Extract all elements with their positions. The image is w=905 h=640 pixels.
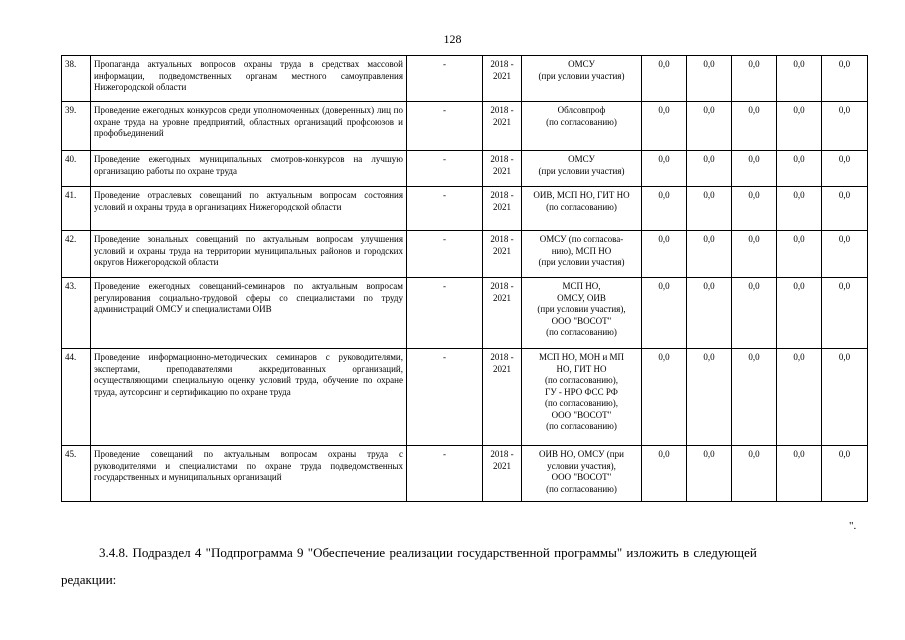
period-line: 2021 (493, 165, 511, 176)
funding-value: 0,0 (687, 187, 732, 231)
funding-value: 0,0 (687, 151, 732, 187)
row-number: 45. (62, 446, 91, 502)
funding-value: 0,0 (642, 151, 687, 187)
executor-line: ООО "ВОСОТ" (551, 472, 612, 482)
executor-line: МСП НО, МОН и МП (538, 352, 625, 362)
implementation-period (483, 349, 522, 446)
executor-line: МСП НО, (562, 281, 601, 291)
funding-value: 0,0 (687, 56, 732, 102)
responsible-executors (522, 102, 642, 151)
row-number: 38. (62, 56, 91, 102)
table-row (62, 349, 868, 446)
page-number: 128 (443, 32, 462, 46)
funding-value: 0,0 (732, 56, 777, 102)
period-line: 2021 (493, 245, 511, 256)
funding-value: 0,0 (822, 102, 868, 151)
executor-line: (по согласованию), (544, 375, 618, 385)
funding-value: 0,0 (642, 231, 687, 278)
funding-value: 0,0 (777, 231, 822, 278)
executor-line: Облсовпроф (557, 105, 606, 115)
executor-line: ООО "ВОСОТ" (551, 409, 612, 420)
funding-value: 0,0 (732, 231, 777, 278)
executor-line: ОМСУ, ОИВ (557, 292, 606, 303)
closing-quote-mark: ". (849, 520, 857, 532)
funding-source-dash: - (407, 56, 483, 102)
funding-value: 0,0 (732, 446, 777, 502)
amendment-paragraph-line-1: 3.4.8. Подраздел 4 "Подпрограмма 9 "Обеспечение реализации государственной программы" изложить в следующей (99, 545, 757, 560)
executor-line: нию), МСП НО (551, 245, 612, 256)
measure-description: Проведение совещаний по актуальным вопросам охраны труда с руководителями и специалистами по охране труда подведомственных государственных и муниципальных организаций (91, 446, 407, 502)
executor-line: ОМСУ (568, 154, 595, 164)
table-row (62, 187, 868, 231)
measure-description: Пропаганда актуальных вопросов охраны труда в средствах массовой информации, подведомственных органам местного самоуправления Нижегородской области (91, 56, 407, 102)
funding-value: 0,0 (732, 151, 777, 187)
executor-line: (по согласованию), (544, 398, 618, 408)
implementation-period (483, 231, 522, 278)
responsible-executors (522, 56, 642, 102)
executor-line: (при условии участия) (538, 257, 625, 267)
funding-value: 0,0 (732, 102, 777, 151)
row-number: 42. (62, 231, 91, 278)
table-row (62, 446, 868, 502)
funding-value: 0,0 (642, 102, 687, 151)
funding-value: 0,0 (777, 102, 822, 151)
funding-source-dash: - (407, 349, 483, 446)
responsible-executors (522, 349, 642, 446)
funding-value: 0,0 (642, 446, 687, 502)
funding-value: 0,0 (642, 56, 687, 102)
executor-line: ОИВ НО, ОМСУ (при (539, 449, 624, 459)
period-line: 2018 - (490, 59, 514, 69)
executor-line: (при условии участия) (538, 70, 625, 81)
funding-value: 0,0 (642, 187, 687, 231)
funding-value: 0,0 (777, 56, 822, 102)
implementation-period (483, 151, 522, 187)
responsible-executors (522, 187, 642, 231)
measure-description: Проведение ежегодных конкурсов среди уполномоченных (доверенных) лиц по охране труда на уровне предприятий, областных организаций профсоюзов и профобъединений (91, 102, 407, 151)
period-line: 2018 - (490, 281, 514, 291)
row-number: 39. (62, 102, 91, 151)
executor-line: (по согласованию) (546, 116, 617, 127)
period-line: 2021 (493, 292, 511, 303)
measure-description: Проведение отраслевых совещаний по актуальным вопросам состояния условий и охраны труда в организациях Нижегородской области (91, 187, 407, 231)
funding-value: 0,0 (777, 187, 822, 231)
amendment-paragraph-line-2: редакции: (61, 572, 117, 587)
table-row (62, 56, 868, 102)
funding-source-dash: - (407, 187, 483, 231)
responsible-executors (522, 151, 642, 187)
period-line: 2021 (493, 460, 511, 471)
period-line: 2018 - (490, 154, 514, 164)
row-number: 43. (62, 278, 91, 349)
period-line: 2021 (493, 201, 511, 212)
implementation-period (483, 187, 522, 231)
executor-line: ОМСУ (по согласова- (539, 234, 624, 244)
row-number: 40. (62, 151, 91, 187)
funding-source-dash: - (407, 278, 483, 349)
responsible-executors (522, 446, 642, 502)
executor-line: (при условии участия) (538, 165, 625, 176)
executor-line: ОМСУ (568, 59, 595, 69)
funding-value: 0,0 (687, 446, 732, 502)
funding-value: 0,0 (822, 56, 868, 102)
executor-line: (по согласованию) (546, 327, 617, 337)
funding-value: 0,0 (687, 231, 732, 278)
period-line: 2018 - (490, 190, 514, 200)
measure-description: Проведение зональных совещаний по актуальным вопросам улучшения условий и охраны труда на территории муниципальных районов и городских округов Нижегородской области (91, 231, 407, 278)
period-line: 2018 - (490, 449, 514, 459)
table-row (62, 231, 868, 278)
measure-description: Проведение ежегодных совещаний-семинаров по актуальным вопросам регулирования социально-трудовой сферы со специалистами по труду администраций ОМСУ и специалистами ОИВ (91, 278, 407, 349)
executor-line: ООО "ВОСОТ" (551, 315, 612, 326)
funding-source-dash: - (407, 151, 483, 187)
period-line: 2018 - (490, 352, 514, 362)
funding-value: 0,0 (732, 349, 777, 446)
period-line: 2021 (493, 116, 511, 127)
executor-line: условии участия), (547, 460, 616, 471)
implementation-period (483, 278, 522, 349)
funding-value: 0,0 (777, 349, 822, 446)
period-line: 2018 - (490, 234, 514, 244)
executor-line: НО, ГИТ НО (556, 363, 607, 374)
measure-description: Проведение ежегодных муниципальных смотров-конкурсов на лучшую организацию работы по охране труда (91, 151, 407, 187)
period-line: 2018 - (490, 105, 514, 115)
executor-line: ОИВ, МСП НО, ГИТ НО (533, 190, 630, 200)
implementation-period (483, 446, 522, 502)
period-line: 2021 (493, 70, 511, 81)
funding-value: 0,0 (822, 151, 868, 187)
funding-value: 0,0 (642, 349, 687, 446)
executor-line: ГУ - НРО ФСС РФ (545, 386, 618, 397)
funding-source-dash: - (407, 231, 483, 278)
table-row (62, 102, 868, 151)
table-row (62, 151, 868, 187)
row-number: 41. (62, 187, 91, 231)
funding-value: 0,0 (822, 187, 868, 231)
responsible-executors (522, 231, 642, 278)
implementation-period (483, 56, 522, 102)
funding-value: 0,0 (822, 278, 868, 349)
executor-line: (по согласованию) (546, 201, 617, 212)
funding-value: 0,0 (822, 349, 868, 446)
funding-value: 0,0 (777, 446, 822, 502)
executor-line: (при условии участия), (537, 304, 626, 314)
responsible-executors (522, 278, 642, 349)
funding-value: 0,0 (642, 278, 687, 349)
funding-value: 0,0 (732, 187, 777, 231)
period-line: 2021 (493, 363, 511, 374)
program-measures-table (61, 55, 868, 502)
funding-value: 0,0 (822, 231, 868, 278)
funding-value: 0,0 (687, 102, 732, 151)
funding-value: 0,0 (687, 349, 732, 446)
funding-value: 0,0 (687, 278, 732, 349)
implementation-period (483, 102, 522, 151)
funding-value: 0,0 (822, 446, 868, 502)
funding-source-dash: - (407, 102, 483, 151)
executor-line: (по согласованию) (546, 483, 617, 494)
row-number: 44. (62, 349, 91, 446)
funding-value: 0,0 (777, 151, 822, 187)
funding-value: 0,0 (732, 278, 777, 349)
table-row (62, 278, 868, 349)
executor-line: (по согласованию) (546, 421, 617, 431)
funding-value: 0,0 (777, 278, 822, 349)
measure-description: Проведение информационно-методических семинаров с руководителями, экспертами, преподавателями аккредитованных организаций, осуществляющими специальную оценку условий труда, обучение по охране труда, аутсорсинг и сертификацию по охране труда (91, 349, 407, 446)
funding-source-dash: - (407, 446, 483, 502)
